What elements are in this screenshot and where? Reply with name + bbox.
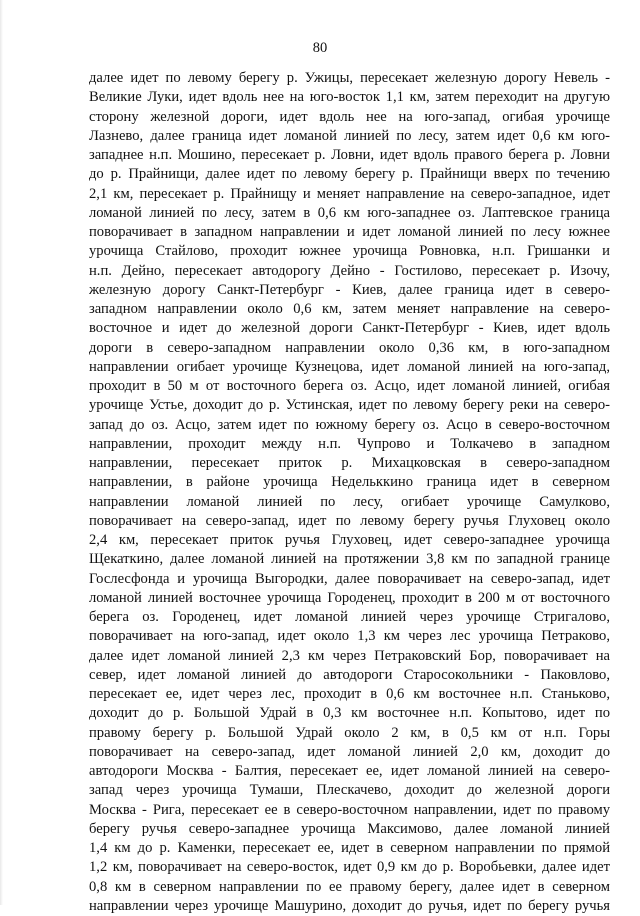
text-line: Москва - Рига, пересекает ее в северо-восточном направлении, идет по правому (89, 801, 610, 818)
text-line: железную дорогу Санкт-Петербург - Киев, далее граница идет в северо- (89, 281, 610, 298)
text-line: урочища Стайлово, проходит южнее урочища Ровновка, н.п. Гришанки и (89, 243, 610, 260)
text-line: север, идет ломаной линией до автодороги Старосокольники - Паковлово, (89, 666, 610, 683)
text-line: Великие Луки, идет вдоль нее на юго-восток 1,1 км, затем переходит на другую (89, 89, 610, 106)
page-number: 80 (312, 40, 328, 56)
text-line: автодороги Москва - Балтия, пересекает ее, идет ломаной линией на северо- (89, 763, 610, 779)
text-line: ломаной линией восточнее урочища Городенец, проходит в 200 м от восточного (89, 589, 610, 606)
text-line: запад до оз. Асцо, затем идет по южному берегу оз. Асцо в северо-восточном (89, 416, 610, 433)
scan-edge (0, 0, 3, 905)
text-line: поворачивает на северо-запад, идет по левому берегу ручья Глуховец около (89, 512, 610, 529)
text-line: западном направлении около 0,6 км, затем меняет направление на северо- (89, 301, 610, 317)
text-line: правому берегу р. Большой Удрай около 2 км, в 0,5 км от н.п. Горы (89, 724, 610, 741)
text-line: далее идет ломаной линией 2,3 км через Петраковский Бор, поворачивает на (89, 647, 610, 664)
text-line: направлении, проходит между н.п. Чупрово и Толкачево в западном (89, 435, 610, 452)
text-line: н.п. Дейно, пересекает автодорогу Дейно - Гостилово, пересекает р. Изочу, (89, 262, 610, 279)
text-line: ломаной линией по лесу, затем в 0,6 км юго-западнее оз. Лаптевское граница (89, 204, 610, 221)
text-line: направлении, пересекает приток р. Михацковская в северо-западном (89, 455, 610, 471)
text-line: направлении через урочище Машурино, доходит до ручья, идет по берегу ручья (89, 897, 610, 914)
text-line: западнее н.п. Мошино, пересекает р. Ловни, идет вдоль правого берега р. Ловни (89, 147, 610, 163)
text-line: пересекает ее, идет через лес, проходит в 0,6 км восточнее н.п. Станьково, (89, 686, 610, 702)
text-line: 2,4 км, пересекает приток ручья Глуховец, идет северо-западнее урочища (89, 532, 610, 548)
text-line: доходит до р. Большой Удрай в 0,3 км восточнее н.п. Копытово, идет по (89, 705, 610, 722)
text-line: 1,2 км, поворачивает на северо-восток, идет 0,9 км до р. Воробьевки, далее идет (89, 859, 610, 876)
text-line: направлении, в районе урочища Недельккино граница идет в северном (89, 474, 610, 491)
text-line: урочище Устье, доходит до р. Устинская, идет по левому берегу реки на северо- (89, 397, 610, 414)
text-line: до р. Прайнищи, далее идет по левому берегу р. Прайнищи вверх по течению (89, 166, 610, 183)
text-line: поворачивает в западном направлении и идет ломаной линией по лесу южнее (89, 224, 610, 240)
text-line: поворачивает на юго-запад, идет около 1,3 км через лес урочища Петраково, (89, 628, 610, 645)
text-line: проходит в 50 м от восточного берега оз. Асцо, идет ломаной линией, огибая (89, 378, 610, 394)
text-line: 1,4 км до р. Каменки, пересекает ее, идет в северном направлении по прямой (89, 840, 610, 856)
text-line: поворачивает на северо-запад, идет ломаной линией 2,0 км, доходит до (89, 743, 610, 760)
text-line: Щекаткино, далее ломаной линией на протяжении 3,8 км по западной границе (89, 551, 610, 568)
text-line: далее идет по левому берегу р. Ужицы, пересекает железную дорогу Невель - (89, 70, 610, 86)
text-line: направлении ломаной линией по лесу, огибает урочище Самулково, (89, 493, 610, 510)
text-line: дороги в северо-западном направлении около 0,36 км, в юго-западном (89, 339, 610, 356)
text-line: запад через урочища Тумаши, Плескачево, доходит до железной дороги (89, 782, 610, 799)
text-line: 2,1 км, пересекает р. Прайнищу и меняет направление на северо-западное, идет (89, 185, 610, 202)
text-line: берегу ручья северо-западнее урочища Максимово, далее ломаной линией (89, 820, 610, 837)
text-line: направлении огибает урочище Кузнецова, идет ломаной линией на юго-запад, (89, 358, 610, 375)
text-line: Лазнево, далее граница идет ломаной линией по лесу, затем идет 0,6 км юго- (89, 127, 610, 144)
text-line: сторону железной дороги, идет вдоль нее на юго-запад, огибая урочище (89, 108, 610, 125)
text-line: 0,8 км в северном направлении по ее правому берегу, далее идет в северном (89, 878, 610, 895)
text-line: Гослесфонда и урочища Выгородки, далее поворачивает на северо-запад, идет (89, 570, 610, 587)
text-line: берега оз. Городенец, идет ломаной линией через урочище Стригалово, (89, 609, 610, 625)
body-text (89, 69, 610, 916)
text-line: восточное и идет до железной дороги Санкт-Петербург - Киев, идет вдоль (89, 320, 610, 337)
